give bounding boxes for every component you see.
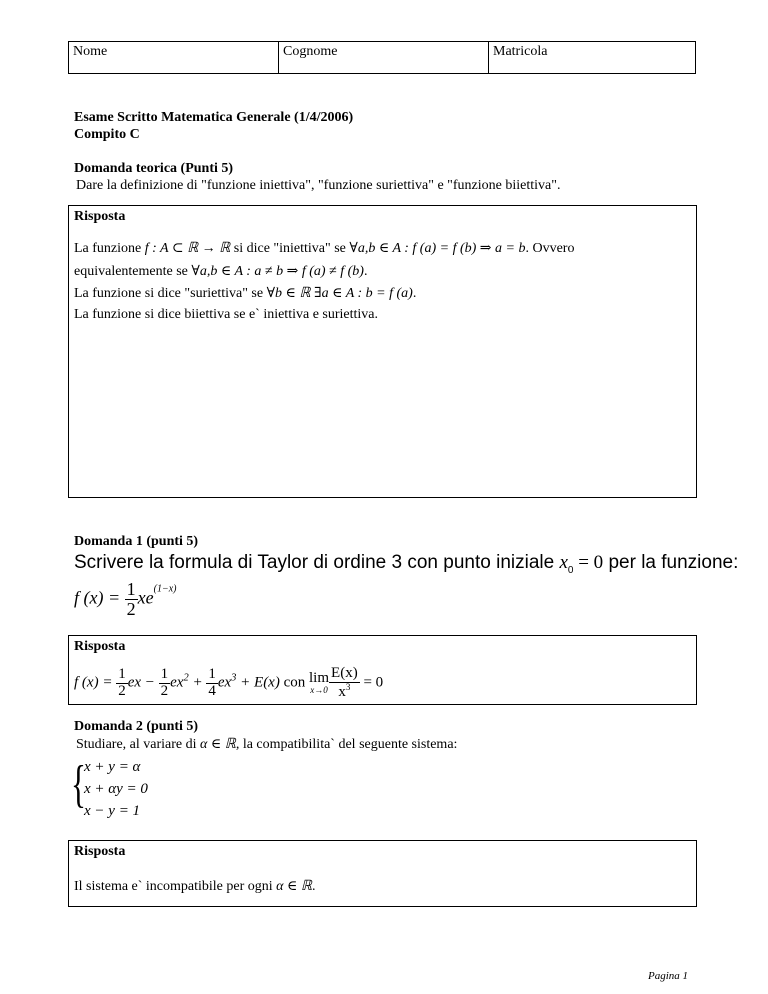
q1-function: f (x) = $\frac{1}{2}$ $xe^{(1-x)}$ — [74, 579, 177, 619]
theory-question: Dare la definizione di "funzione iniettiva", "funzione suriettiva" e "funzione biiettiva". — [76, 178, 561, 193]
page-number: Pagina 1 — [648, 970, 689, 982]
cognome-field[interactable] — [278, 42, 488, 73]
q2-question: Studiare, al variare di α ∈ ℝ, la compatibilita` del seguente sistema: — [76, 737, 458, 752]
q2-system — [70, 755, 170, 825]
theory-heading: Domanda teorica (Punti 5) — [74, 161, 234, 176]
q1-answer-box — [68, 635, 697, 705]
q1-answer-formula: f (x) = $\frac{1}{2}$ ex − $\frac{1}{2}$ $ex^2$ + $\frac{1}{4}$ $ex^3 + E(x)$ con lim x→0 $\frac{E(x)}{x^3}$ = 0 — [74, 665, 384, 700]
q2-answer-text: Il sistema e` incompatibile per ogni α ∈ ℝ. — [74, 879, 316, 894]
system-eq-1: x + y = α — [84, 759, 141, 775]
answer-line-4: La funzione si dice biiettiva se e` iniettiva e suriettiva. — [74, 307, 379, 322]
answer-line-1: La funzione f : A ⊂ ℝ → ℝ si dice "iniettiva" se ∀a,b ∈ A : f (a) = f (b) ⇒ a = b. Ovvero — [74, 241, 575, 256]
exam-subtitle: Compito C — [74, 127, 140, 142]
answer-label: Risposta — [74, 209, 126, 224]
exam-title: Esame Scritto Matematica Generale (1/4/2006) — [74, 110, 354, 125]
answer-line-2: equivalentemente se ∀a,b ∈ A : a ≠ b ⇒ f (a) ≠ f (b). — [74, 264, 368, 279]
answer-line-3: La funzione si dice "suriettiva" se ∀b ∈ ℝ ∃a ∈ A : b = f (a). — [74, 286, 417, 301]
q1-question: Scrivere la formula di Taylor di ordine 3 con punto iniziale $x_0 = 0$ per la funzione: — [74, 552, 739, 576]
cognome-label: Cognome — [283, 44, 338, 59]
matricola-field[interactable] — [488, 42, 695, 73]
q2-heading: Domanda 2 (punti 5) — [74, 719, 199, 734]
answer-label: Risposta — [74, 639, 126, 654]
system-eq-2: x + αy = 0 — [84, 781, 148, 797]
q2-answer-box — [68, 840, 697, 907]
student-info-table — [68, 41, 696, 74]
matricola-label: Matricola — [493, 44, 548, 59]
q1-heading: Domanda 1 (punti 5) — [74, 534, 199, 549]
system-eq-3: x − y = 1 — [84, 803, 141, 819]
nome-field[interactable] — [69, 42, 278, 73]
nome-label: Nome — [73, 44, 108, 59]
answer-label: Risposta — [74, 844, 126, 859]
theory-answer-box — [68, 205, 697, 498]
system-brace: { — [70, 756, 86, 813]
